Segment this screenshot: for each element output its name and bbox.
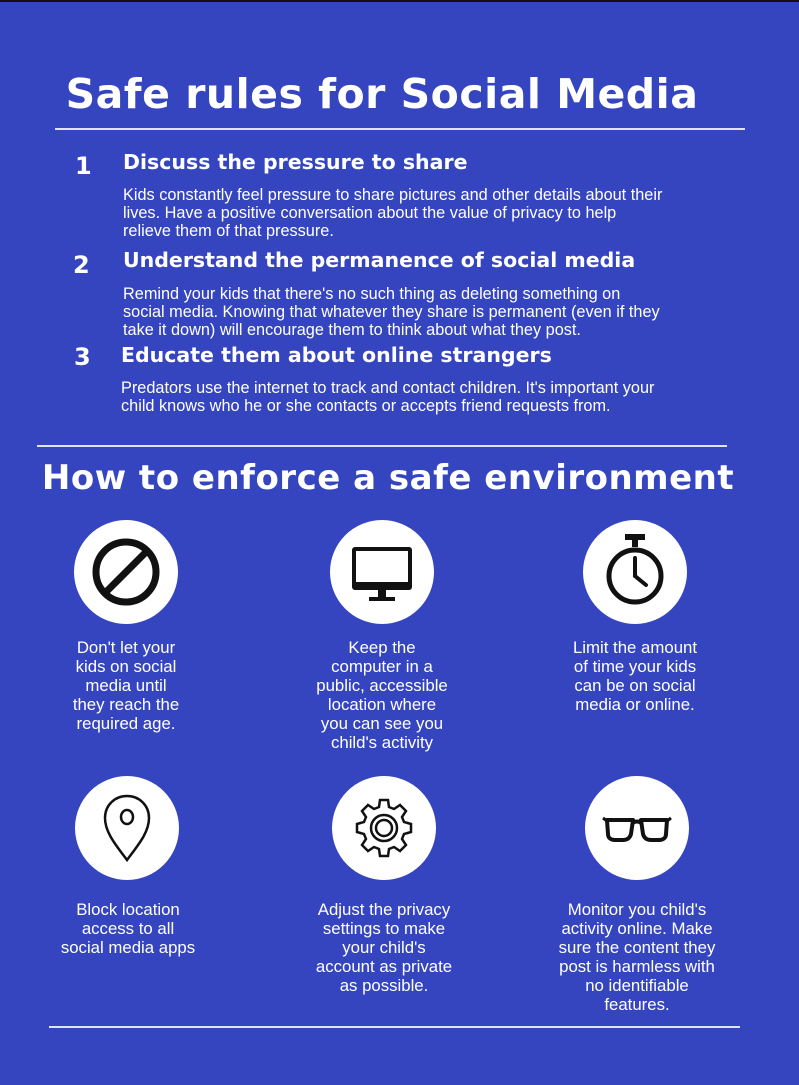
tip-1-caption: [41, 638, 211, 733]
rule-1-line: relieve them of that pressure.: [123, 222, 334, 240]
tip-6-line: sure the content they: [558, 938, 716, 957]
rule-1-body: [123, 186, 733, 240]
rule-3-line: child knows who he or she contacts or accepts friend requests from.: [121, 397, 611, 415]
rule-2-line: Remind your kids that there's no such thing as deleting something on: [123, 285, 621, 303]
tip-3-caption: [550, 638, 720, 714]
tip-2-line: you can see you: [320, 714, 444, 733]
tip-1-line: required age.: [76, 714, 176, 733]
tip-5-circle: [332, 776, 436, 880]
tip-5-line: as possible.: [339, 976, 429, 995]
rule-2-line: social media. Knowing that whatever they share is permanent (even if they: [123, 303, 660, 321]
location-pin-icon: [75, 776, 179, 880]
glasses-icon: [585, 776, 689, 880]
rule-2-number: 2: [73, 251, 90, 279]
tip-3-line: of time your kids: [573, 657, 697, 676]
tip-4-caption: [43, 900, 213, 957]
rule-2-heading: Understand the permanence of social media: [123, 248, 636, 272]
tip-4-line: Block location: [76, 900, 180, 919]
tip-4-circle: [75, 776, 179, 880]
tip-6-circle: [585, 776, 689, 880]
tip-5-line: account as private: [315, 957, 453, 976]
rule-2-body: [123, 285, 733, 339]
rule-1-line: Kids constantly feel pressure to share pictures and other details about their: [123, 186, 663, 204]
divider-middle: [37, 445, 727, 447]
rule-3-heading: Educate them about online strangers: [121, 343, 552, 367]
tip-6-line: activity online. Make: [561, 919, 713, 938]
tip-6-line: features.: [604, 995, 670, 1014]
tip-4-line: access to all: [81, 919, 175, 938]
tip-2-line: Keep the: [348, 638, 416, 657]
tip-2-line: computer in a: [331, 657, 433, 676]
tip-2-circle: [330, 520, 434, 624]
rule-3-line: Predators use the internet to track and contact children. It's important your: [121, 379, 655, 397]
tip-5-line: Adjust the privacy: [317, 900, 451, 919]
prohibited-icon: [74, 520, 178, 624]
tip-4-line: social media apps: [60, 938, 196, 957]
tip-3-line: media or online.: [575, 695, 695, 714]
rule-3-number: 3: [74, 343, 91, 371]
tip-1-line: media until: [85, 676, 167, 695]
tip-6-line: Monitor you child's: [567, 900, 707, 919]
tip-2-caption: [297, 638, 467, 752]
top-border: [0, 0, 799, 2]
tip-3-circle: [583, 520, 687, 624]
divider-top: [55, 128, 745, 130]
rule-2-line: take it down) will encourage them to think about what they post.: [123, 321, 581, 339]
rule-1-number: 1: [75, 152, 92, 180]
tip-2-line: public, accessible: [316, 676, 448, 695]
rule-1-heading: Discuss the pressure to share: [123, 150, 468, 174]
tip-2-line: location where: [327, 695, 437, 714]
tip-1-line: Don't let your: [76, 638, 176, 657]
tip-1-line: they reach the: [72, 695, 180, 714]
tip-1-circle: [74, 520, 178, 624]
section-title: How to enforce a safe environment: [41, 458, 735, 498]
tip-6-line: post is harmless with: [559, 957, 715, 976]
tip-6-line: no identifiable: [585, 976, 689, 995]
tip-5-caption: [299, 900, 469, 995]
tip-3-line: Limit the amount: [572, 638, 698, 657]
tip-6-caption: [552, 900, 722, 1014]
rule-3-body: [121, 379, 731, 415]
computer-monitor-icon: [330, 520, 434, 624]
page-title: Safe rules for Social Media: [65, 70, 699, 118]
divider-bottom: [49, 1026, 740, 1028]
tip-2-line: child's activity: [330, 733, 434, 752]
rule-1-line: lives. Have a positive conversation about the value of privacy to help: [123, 204, 617, 222]
tip-5-line: settings to make: [322, 919, 446, 938]
tip-1-line: kids on social: [75, 657, 177, 676]
tip-5-line: your child's: [342, 938, 426, 957]
stopwatch-icon: [583, 520, 687, 624]
tip-3-line: can be on social: [574, 676, 696, 695]
gear-icon: [332, 776, 436, 880]
